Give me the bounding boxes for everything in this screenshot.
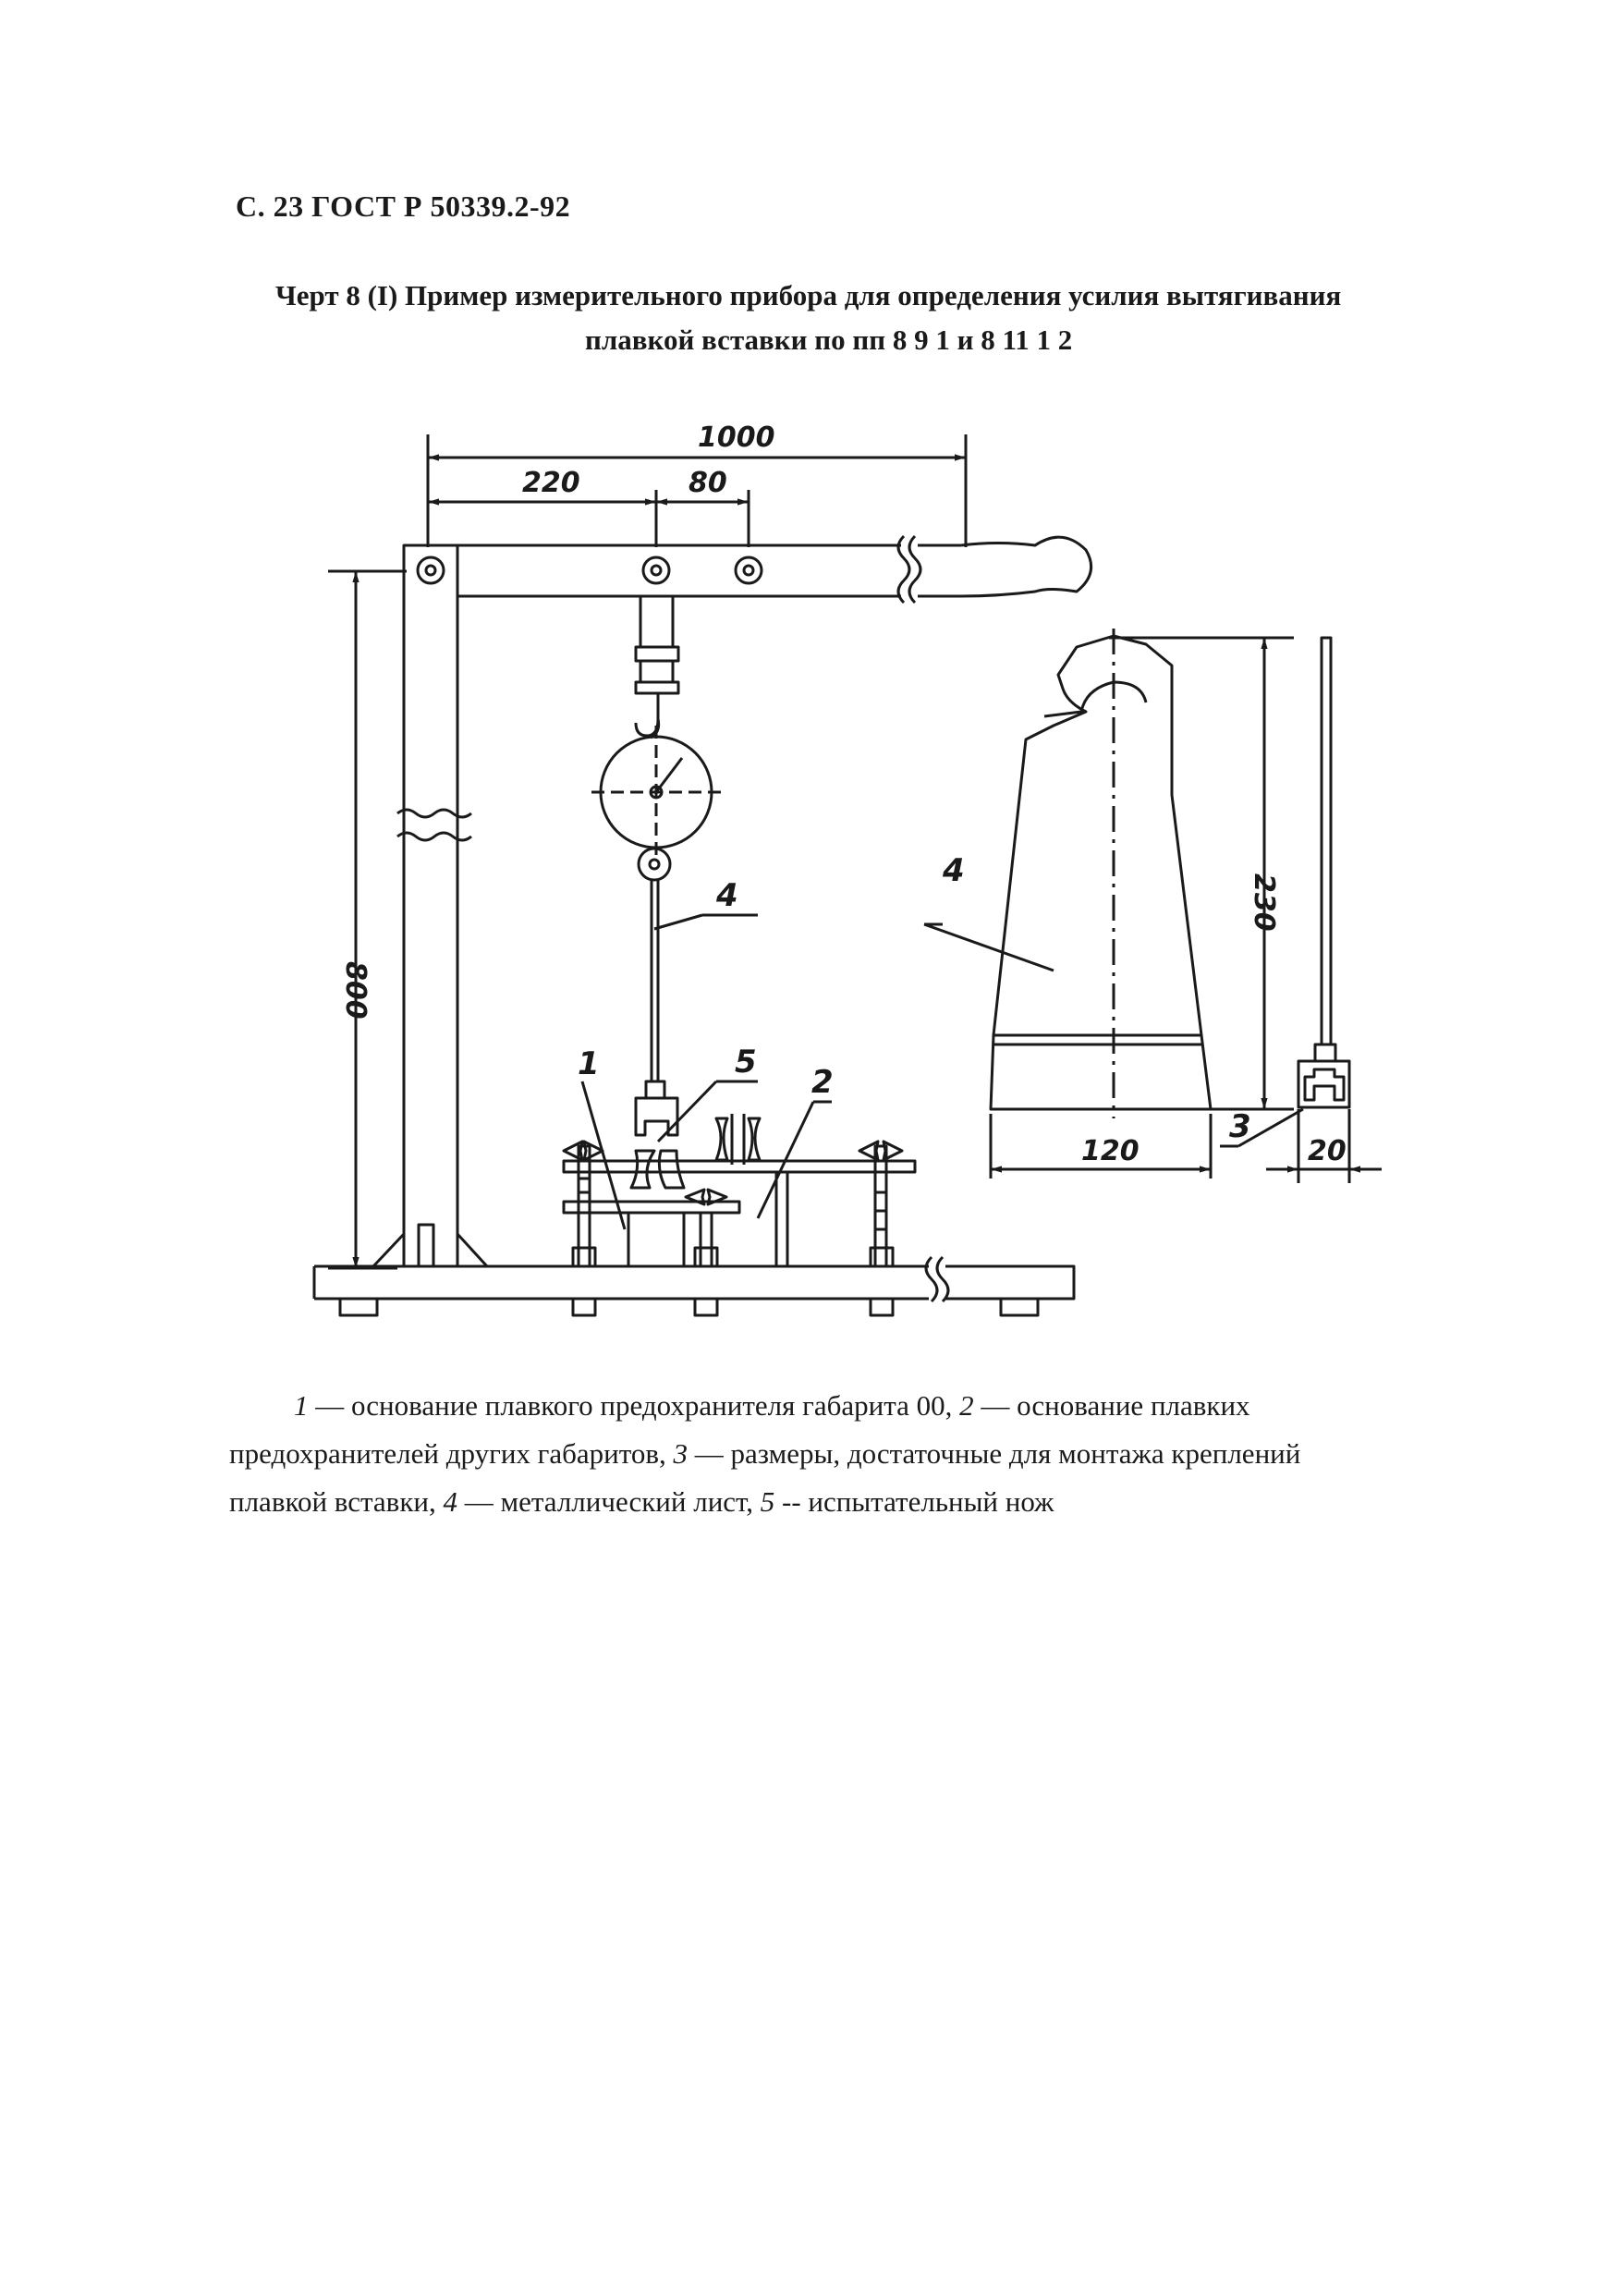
top-beam [457,536,1091,603]
dim-230: 230 [1248,873,1280,932]
legend-num-4: 4 [443,1485,457,1518]
legend-num-3: 3 [673,1437,689,1470]
detail-metal-sheet [924,629,1294,1179]
legend-text-3: предохранителей других габаритов, [229,1437,674,1470]
dimension-left [328,571,407,1268]
dim-220: 220 [522,467,580,499]
legend-text-2: — основание плавких [973,1389,1250,1422]
legend-num-5: 5 [760,1485,775,1518]
dim-20: 20 [1308,1135,1347,1167]
legend-text-1: — основание плавкого предохранителя габарита 00, [308,1389,960,1422]
callout-2: 2 [811,1064,834,1101]
figure-caption-line-2: плавкой вставки по пп 8 9 1 и 8 11 1 2 [585,324,1073,356]
callout-3: 3 [1229,1108,1251,1145]
column [373,545,487,1266]
dim-80: 80 [689,467,727,499]
legend-line-1 [229,1382,1458,1430]
figure-caption-line-1: Черт 8 (I) Пример измерительного прибора для определения усилия вытягивания [275,279,1342,311]
callout-4: 4 [716,877,738,914]
dim-800: 800 [339,961,372,1020]
legend-text-5: плавкой вставки, [229,1485,444,1518]
callout-1: 1 [578,1045,600,1082]
detail-slot [1220,638,1382,1183]
dim-1000: 1000 [698,421,775,454]
page-header: С. 23 ГОСТ Р 50339.2-92 [236,189,571,223]
legend-line-2 [229,1430,1458,1478]
legend-text-6: — металлический лист, [457,1485,761,1518]
dynamometer [591,596,721,1135]
test-fixtures [564,1114,915,1315]
legend-text-7: -- испытательный нож [774,1485,1054,1518]
legend-num-2: 2 [959,1389,974,1422]
legend-text-4: — размеры, достаточные для монтажа креплений [688,1437,1301,1470]
legend-line-3 [229,1478,1458,1526]
callout-4-detail: 4 [943,852,965,889]
callout-leaders [582,915,832,1229]
callout-5: 5 [735,1044,757,1081]
figure-legend [229,1382,1458,1526]
dim-120: 120 [1081,1135,1140,1167]
legend-num-1: 1 [294,1389,309,1422]
